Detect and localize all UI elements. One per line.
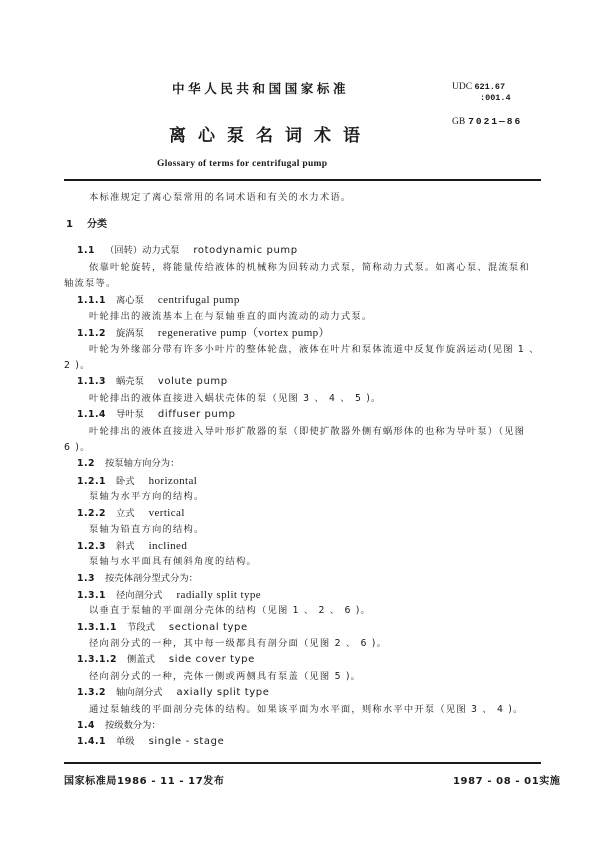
term-heading: 1.3 按壳体剖分型式分为： [77,573,198,584]
term-description: 6 )。 [64,442,91,453]
term-description: 叶轮排出的液体直接进入蜗状壳体的泵（见图 3 、 4 、 5 )。 [89,393,382,404]
section-heading-1: 1 分类 [66,219,107,230]
document-title-cn: 离心泵名词术语 [169,126,372,146]
term-heading: 1.2.2 立式 vertical [77,507,185,519]
term-description: 泵轴为水平方向的结构。 [89,491,205,502]
document-title-en: Glossary of terms for centrifugal pump [157,159,328,169]
term-description: 以垂直于泵轴的平面剖分壳体的结构（见图 1 、 2 、 6 )。 [89,605,372,616]
term-heading: 1.3.1 径向剖分式 radially split type [77,589,262,601]
term-description: 叶轮为外缘部分带有许多小叶片的整体轮盘，液体在叶片和泵体流道中反复作旋涡运动(见图 1 、 [89,344,540,355]
effective-date: 1987 - 08 - 01实施 [453,776,561,787]
term-heading: 1.1.3 蜗壳泵 volute pump [77,376,228,387]
term-heading: 1.1.4 导叶泵 diffuser pump [77,409,236,420]
term-heading: 1.2.1 卧式 horizontal [77,475,198,487]
udc-number: 621.67 [474,82,506,92]
term-description: 径向剖分式的一种，壳体一侧或两侧具有泵盖（见图 5 )。 [89,671,362,682]
term-description: 通过泵轴线的平面剖分壳体的结构。如果该平面为水平面，则称水平中开泵（见图 3 、 4 )。 [89,704,524,715]
gb-code [452,116,522,127]
term-heading: 1.1.1 离心泵 centrifugal pump [77,294,240,306]
term-description: 泵轴为铅直方向的结构。 [89,524,205,535]
term-heading: 1.1.2 旋涡泵 regenerative pump（vortex pump） [77,327,330,339]
udc-label: UDC [452,82,473,92]
term-heading: 1.4.1 单级 single - stage [77,736,225,747]
standard-type-heading: 中华人民共和国国家标准 [172,81,350,96]
term-description: 泵轴与水平面具有倾斜角度的结构。 [89,556,257,567]
udc-subcode: :001.4 [480,93,511,103]
footer-rule [64,762,541,764]
header-rule [64,179,541,181]
term-heading: 1.2.3 斜式 inclined [77,540,188,552]
intro-paragraph: 本标准规定了离心泵常用的名词术语和有关的水力术语。 [89,192,352,203]
gb-number: 7021—86 [468,116,523,127]
term-description: 叶轮排出的液体直接进入导叶形扩散器的泵（即使扩散器外侧有蜗形体的也称为导叶泵）（见图 [89,426,526,437]
term-heading: 1.3.2 轴向剖分式 axially split type [77,687,270,698]
udc-code [452,82,505,93]
gb-label: GB [452,117,466,127]
term-description: 依靠叶轮旋转，将能量传给液体的机械称为回转动力式泵，简称动力式泵。如离心泵、混流泵和 [89,262,530,273]
term-description: 2 )。 [64,360,91,371]
term-heading: 1.2 按泵轴方向分为： [77,458,180,469]
term-heading: 1.1 （回转）动力式泵 rotodynamic pump [77,245,298,256]
term-heading: 1.3.1.1 节段式 sectional type [77,622,248,633]
issue-date: 国家标准局1986 - 11 - 17发布 [64,776,225,787]
term-description: 叶轮排出的液流基本上在与泵轴垂直的面内流动的动力式泵。 [89,311,373,322]
term-heading: 1.4 按级数分为： [77,720,161,731]
term-description: 轴流泵等。 [64,278,117,289]
term-description: 径向剖分式的一种，其中每一级都具有剖分面（见图 2 、 6 )。 [89,638,388,649]
term-heading: 1.3.1.2 侧盖式 side cover type [77,654,255,665]
